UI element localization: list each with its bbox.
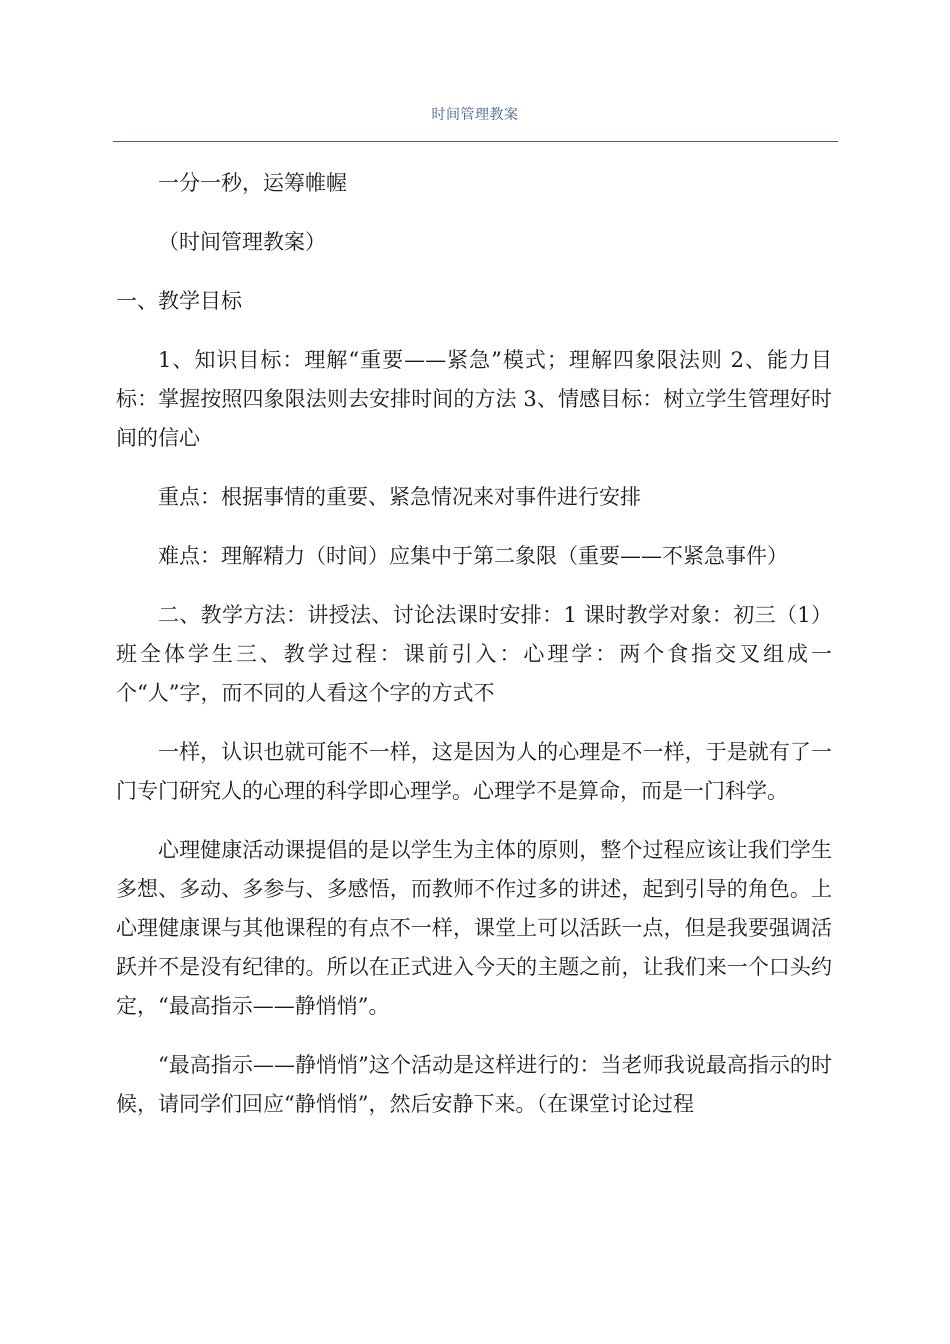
running-header-title: 时间管理教案	[431, 107, 519, 123]
section-heading-objectives: 一、教学目标	[116, 289, 242, 313]
paragraph-key-points: 重点：根据事情的重要、紧急情况来对事件进行安排	[158, 485, 641, 509]
paragraph-psychology-intro: 一样，认识也就可能不一样，这是因为人的心理是不一样，于是就有了一门专门研究人的心理的科学即心理学。心理学不是算命，而是一门科学。	[116, 740, 832, 803]
header-divider	[113, 141, 838, 142]
paragraph-objectives: 1、知识目标：理解“重要——紧急”模式；理解四象限法则 2、能力目标：掌握按照四象限法则去安排时间的方法 3、情感目标：树立学生管理好时间的信心	[116, 348, 832, 450]
document-body	[116, 160, 832, 1124]
paragraph-difficulties: 难点：理解精力（时间）应集中于第二象限（重要——不紧急事件）	[158, 544, 788, 568]
document-title: 一分一秒，运筹帷幄	[158, 171, 347, 195]
paragraph-class-principles: 心理健康活动课提倡的是以学生为主体的原则，整个过程应该让我们学生多想、多动、多参与、多感悟，而教师不作过多的讲述，起到引导的角色。上心理健康课与其他课程的有点不一样，课堂上可以活跃一点，但是我要强调活跃并不是没有纪律的。所以在正式进入今天的主题之前，让我们来一个口头约定，“最高指示——静悄悄”。	[116, 838, 832, 1018]
document-subtitle: （时间管理教案）	[158, 230, 326, 254]
paragraph-activity-rules: “最高指示——静悄悄”这个活动是这样进行的：当老师我说最高指示的时候，请同学们回应“静悄悄”，然后安静下来。（在课堂讨论过程	[116, 1053, 832, 1116]
paragraph-methods: 二、教学方法：讲授法、讨论法课时安排：1 课时教学对象：初三（1）班全体学生三、教学过程：课前引入：心理学：两个食指交叉组成一个“人”字，而不同的人看这个字的方式不	[116, 603, 832, 705]
